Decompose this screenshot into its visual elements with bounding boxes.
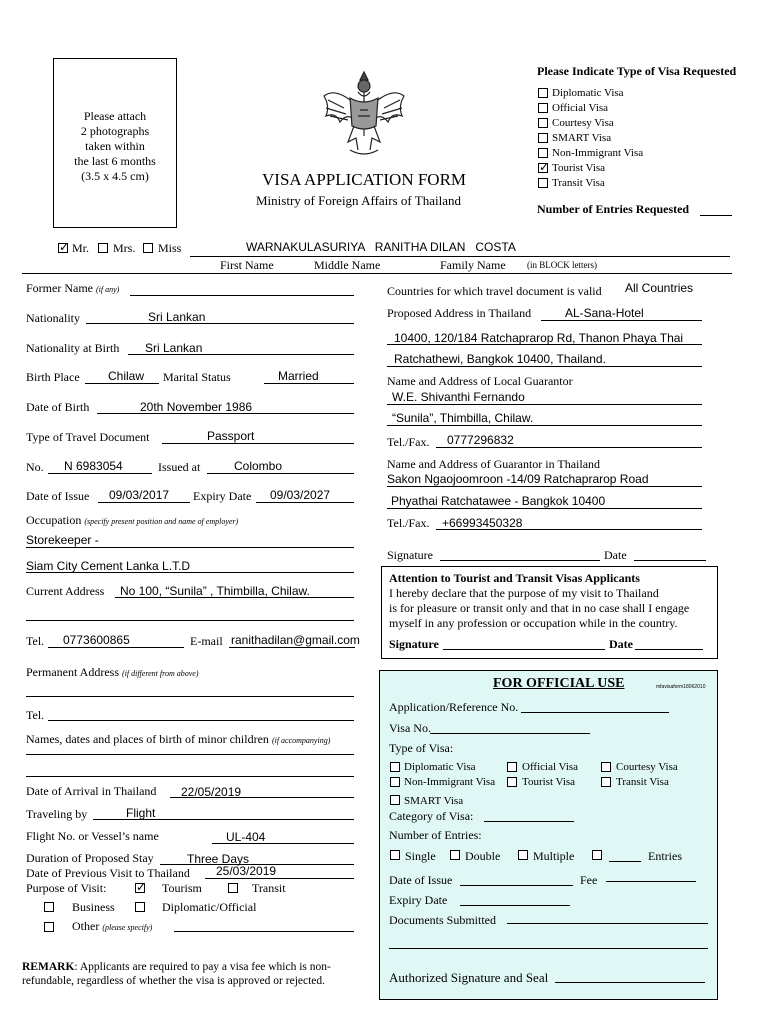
arrival-field[interactable]: 22/05/2019 — [181, 785, 242, 799]
duration-label: Duration of Proposed Stay — [26, 851, 154, 865]
date-label: Date — [604, 548, 627, 562]
duration-field[interactable]: Three Days — [187, 852, 250, 866]
purpose-tourism-label: Tourism — [162, 881, 202, 895]
issue-date-field[interactable]: 09/03/2017 — [109, 488, 170, 502]
purpose-other-field[interactable] — [174, 931, 354, 932]
proposed-line-2 — [387, 344, 702, 345]
expiry-date-line — [256, 502, 354, 503]
purpose-label: Purpose of Visit: — [26, 881, 107, 895]
name-field[interactable]: WARNAKULASURIYA RANITHA DILAN COSTA — [246, 240, 516, 254]
countries-label: Countries for which travel document is valid — [387, 284, 602, 298]
purpose-diplomatic-checkbox[interactable] — [135, 902, 145, 912]
nationality-label: Nationality — [26, 311, 80, 325]
attention-line-1: I hereby declare that the purpose of my visit to Thailand — [389, 586, 659, 600]
signature-field[interactable] — [440, 560, 600, 561]
visa-no-label: Visa No. — [389, 721, 431, 735]
official-diplomatic-checkbox[interactable] — [390, 762, 400, 772]
th-guarantor-line-1 — [387, 486, 702, 487]
official-type-label: Type of Visa: — [389, 741, 454, 755]
nationality-birth-field[interactable]: Sri Lankan — [145, 341, 203, 355]
local-guarantor-line-1 — [387, 404, 702, 405]
prev-visit-label: Date of Previous Visit to Thailand — [26, 866, 190, 880]
entries-multiple-label: Multiple — [533, 849, 575, 863]
visa-type-official-visacheckbox[interactable] — [538, 103, 548, 113]
birth-place-line — [85, 383, 159, 384]
occupation-line-1 — [26, 547, 354, 548]
local-guarantor-line-2 — [387, 425, 702, 426]
current-address-field[interactable]: No 100, “Sunila” , Thimbilla, Chilaw. — [120, 584, 310, 598]
official-smart-label: SMART Visa — [404, 795, 464, 807]
entries-multiple-checkbox[interactable] — [518, 850, 528, 860]
prev-visit-field[interactable]: 25/03/2019 — [216, 864, 277, 878]
visa-type-tourist-visacheckbox[interactable] — [538, 163, 548, 173]
issued-at-label: Issued at — [158, 460, 201, 474]
entries-suffix-label: Entries — [648, 849, 682, 863]
doc-type-line — [162, 443, 354, 444]
dob-label: Date of Birth — [26, 400, 90, 414]
marital-status-field[interactable]: Married — [278, 369, 319, 383]
visa-type-diplomatic-visacheckbox[interactable] — [538, 88, 548, 98]
visa-type-label: Courtesy Visa — [552, 117, 614, 129]
th-guarantor-2[interactable]: Phyathai Ratchatawee - Bangkok 10400 — [391, 494, 606, 508]
docs-submitted-field[interactable] — [507, 923, 708, 924]
official-fee-field[interactable] — [606, 881, 696, 882]
proposed-line-3 — [387, 366, 702, 367]
occupation-field-1[interactable]: Storekeeper - — [26, 533, 99, 547]
entries-double-label: Double — [465, 849, 501, 863]
title-mr-label: Mr. — [72, 241, 90, 255]
issue-date-label: Date of Issue — [26, 489, 90, 503]
auth-signature-field[interactable] — [555, 982, 705, 983]
official-nonimmigrant-checkbox[interactable] — [390, 777, 400, 787]
number-entries-label: Number of Entries: — [389, 828, 482, 842]
email-line — [229, 647, 355, 648]
section-divider — [22, 273, 732, 274]
photo-box — [53, 58, 177, 228]
official-courtesy-checkbox[interactable] — [601, 762, 611, 772]
children-label: Names, dates and places of birth of minor children (if accompanying) — [26, 732, 331, 746]
telfax-field[interactable]: 0777296832 — [447, 433, 514, 447]
current-address-line-2[interactable] — [26, 620, 354, 621]
issue-date-line — [98, 502, 190, 503]
tel2-label: Tel. — [26, 708, 45, 722]
entries-requested-field[interactable] — [700, 215, 732, 216]
official-nonimmigrant-label: Non-Immigrant Visa — [404, 776, 496, 788]
visa-type-label: Tourist Visa — [552, 162, 606, 174]
traveling-by-label: Traveling by — [26, 807, 88, 821]
attention-date-field[interactable] — [635, 649, 703, 650]
traveling-by-field[interactable]: Flight — [126, 806, 156, 820]
entries-double-checkbox[interactable] — [450, 850, 460, 860]
date-field[interactable] — [634, 560, 706, 561]
official-fee-label: Fee — [580, 873, 598, 887]
local-guarantor-1[interactable]: W.E. Shivanthi Fernando — [392, 390, 525, 404]
purpose-business-label: Business — [72, 900, 115, 914]
passport-no-line — [48, 473, 152, 474]
tel-line — [48, 647, 184, 648]
marital-status-label: Marital Status — [163, 370, 231, 384]
title-miss-checkbox[interactable] — [143, 243, 153, 253]
entries-single-checkbox[interactable] — [390, 850, 400, 860]
entries-requested-label: Number of Entries Requested — [537, 202, 690, 216]
telfax-label: Tel./Fax. — [387, 435, 430, 449]
proposed-address-label: Proposed Address in Thailand — [387, 306, 532, 320]
proposed-line-1 — [541, 320, 702, 321]
expiry-date-field[interactable]: 09/03/2027 — [270, 488, 331, 502]
form-title: VISA APPLICATION FORM — [262, 170, 467, 189]
purpose-tourism-checkbox[interactable] — [135, 883, 145, 893]
tel2-field[interactable] — [48, 720, 354, 721]
visa-type-label: Official Visa — [552, 102, 609, 114]
entries-single-label: Single — [405, 849, 436, 863]
nationality-field[interactable]: Sri Lankan — [148, 310, 206, 324]
purpose-diplomatic-label: Diplomatic/Official — [162, 900, 257, 914]
photo-instruction-5: (3.5 x 4.5 cm) — [81, 169, 149, 183]
doc-type-field[interactable]: Passport — [207, 429, 255, 443]
attention-line-2: is for pleasure or transit only and that in no case shall I engage — [389, 601, 690, 615]
former-name-field[interactable] — [130, 295, 354, 296]
local-guarantor-2[interactable]: “Sunila”, Thimbilla, Chilaw. — [392, 411, 534, 425]
official-tourist-label: Tourist Visa — [522, 776, 576, 788]
app-ref-label: Application/Reference No. — [389, 700, 519, 714]
local-guarantor-label: Name and Address of Local Guarantor — [387, 374, 573, 388]
official-courtesy-label: Courtesy Visa — [616, 761, 678, 773]
photo-instruction-4: the last 6 months — [74, 154, 156, 168]
prev-visit-line — [205, 878, 354, 879]
perm-address-field[interactable] — [26, 696, 354, 697]
attention-heading: Attention to Tourist and Transit Visas Applicants — [389, 571, 640, 585]
proposed-address-3[interactable]: Ratchathewi, Bangkok 10400, Thailand. — [394, 352, 606, 366]
th-guarantor-1[interactable]: Sakon Ngaojoomroon -14/09 Ratchaprarop Road — [387, 472, 649, 486]
title-mrs-checkbox[interactable] — [98, 243, 108, 253]
photo-instruction-1: Please attach — [83, 109, 147, 123]
entries-custom-field[interactable] — [609, 861, 641, 862]
nationality-line — [86, 323, 354, 324]
official-issue-label: Date of Issue — [389, 873, 453, 887]
perm-address-label: Permanent Address (if different from above) — [26, 665, 199, 679]
proposed-address-2[interactable]: 10400, 120/184 Ratchaprarop Rd, Thanon Phaya Thai — [394, 331, 684, 345]
visa-type-label: SMART Visa — [552, 132, 612, 144]
visa-type-courtesy-visacheckbox[interactable] — [538, 118, 548, 128]
telfax-line — [436, 447, 702, 448]
purpose-transit-label: Transit — [252, 881, 286, 895]
passport-no-field[interactable]: N 6983054 — [64, 459, 123, 473]
purpose-other-label: Other (please specify) — [72, 919, 153, 933]
th-guarantor-label: Name and Address of Guarantor in Thailand — [387, 457, 601, 471]
occupation-field-2[interactable]: Siam City Cement Lanka L.T.D — [26, 559, 191, 573]
family-name-label: Family Name — [440, 258, 506, 272]
remark-text: REMARK: Applicants are required to pay a visa fee which is non- refundable, regardless of whether the visa is approved or rejected. — [22, 961, 331, 987]
official-issue-field[interactable] — [460, 885, 573, 886]
middle-name-label: Middle Name — [314, 258, 381, 272]
visa-no-field[interactable] — [430, 733, 590, 734]
official-transit-checkbox[interactable] — [601, 777, 611, 787]
proposed-address-1[interactable]: AL-Sana-Hotel — [565, 306, 644, 320]
issued-at-field[interactable]: Colombo — [234, 459, 283, 473]
title-mr-checkbox[interactable] — [58, 243, 68, 253]
issued-at-line — [207, 473, 354, 474]
app-ref-field[interactable] — [521, 712, 669, 713]
official-form-code: mfavisaform18062010 — [656, 684, 706, 690]
expiry-date-label: Expiry Date — [193, 489, 252, 503]
purpose-transit-checkbox[interactable] — [228, 883, 238, 893]
flight-field[interactable]: UL-404 — [226, 830, 266, 844]
purpose-other-checkbox[interactable] — [44, 922, 54, 932]
countries-field[interactable]: All Countries — [625, 281, 694, 295]
visa-type-heading: Please Indicate Type of Visa Requested — [537, 64, 737, 78]
title-mrs-label: Mrs. — [113, 241, 136, 255]
auth-signature-label: Authorized Signature and Seal — [389, 970, 549, 985]
email-field[interactable]: ranithadilan@gmail.com — [231, 633, 360, 647]
first-name-label: First Name — [220, 258, 274, 272]
attention-date-label: Date — [609, 637, 633, 651]
docs-submitted-field-2[interactable] — [389, 948, 708, 949]
visa-type-non-immigrant-visacheckbox[interactable] — [538, 148, 548, 158]
official-tourist-checkbox[interactable] — [507, 777, 517, 787]
title-miss-label: Miss — [158, 241, 182, 255]
official-diplomatic-label: Diplomatic Visa — [404, 761, 476, 773]
category-field[interactable] — [484, 821, 574, 822]
doc-type-label: Type of Travel Document — [26, 430, 150, 444]
official-expiry-label: Expiry Date — [389, 893, 448, 907]
passport-no-label: No. — [26, 460, 44, 474]
garuda-emblem-icon — [320, 66, 408, 158]
purpose-business-checkbox[interactable] — [44, 902, 54, 912]
marital-line — [264, 383, 354, 384]
name-field-line — [190, 256, 730, 257]
former-name-label: Former Name (if any) — [26, 281, 120, 295]
birth-place-label: Birth Place — [26, 370, 80, 384]
children-field-2[interactable] — [26, 776, 354, 777]
form-subtitle: Ministry of Foreign Affairs of Thailand — [256, 193, 461, 208]
block-letters-note: (in BLOCK letters) — [527, 260, 597, 270]
visa-type-label: Non-Immigrant Visa — [552, 147, 644, 159]
telfax2-label: Tel./Fax. — [387, 516, 430, 530]
children-field-1[interactable] — [26, 754, 354, 755]
official-use-title: FOR OFFICIAL USE — [493, 676, 625, 691]
telfax2-field[interactable]: +66993450328 — [442, 516, 523, 530]
official-official-checkbox[interactable] — [507, 762, 517, 772]
birth-place-field[interactable]: Chilaw — [108, 369, 145, 383]
docs-submitted-label: Documents Submitted — [389, 913, 496, 927]
official-official-label: Official Visa — [522, 761, 579, 773]
occupation-line-2 — [26, 572, 354, 573]
visa-type-smart-visacheckbox[interactable] — [538, 133, 548, 143]
nationality-birth-label: Nationality at Birth — [26, 341, 120, 355]
attention-line-3: myself in any profession or occupation while in the country. — [389, 616, 678, 630]
email-label: E-mail — [190, 634, 223, 648]
category-label: Category of Visa: — [389, 809, 474, 823]
th-guarantor-line-2 — [387, 508, 702, 509]
official-expiry-field[interactable] — [460, 905, 570, 906]
visa-type-label: Transit Visa — [552, 177, 605, 189]
photo-instruction-3: taken within — [85, 139, 145, 153]
arrival-label: Date of Arrival in Thailand — [26, 784, 157, 798]
flight-label: Flight No. or Vessel’s name — [26, 829, 159, 843]
official-smart-checkbox[interactable] — [390, 795, 400, 805]
dob-field[interactable]: 20th November 1986 — [140, 400, 253, 414]
visa-type-transit-visacheckbox[interactable] — [538, 178, 548, 188]
photo-instruction-2: 2 photographs — [80, 124, 150, 138]
attention-signature-label: Signature — [389, 637, 439, 651]
attention-signature-field[interactable] — [443, 649, 605, 650]
signature-label: Signature — [387, 548, 433, 562]
current-address-label: Current Address — [26, 584, 105, 598]
official-transit-label: Transit Visa — [616, 776, 669, 788]
occupation-label: Occupation (specify present position and name of employer) — [26, 513, 239, 527]
visa-type-label: Diplomatic Visa — [552, 87, 624, 99]
tel-label: Tel. — [26, 634, 45, 648]
tel-field[interactable]: 0773600865 — [63, 633, 130, 647]
entries-custom-checkbox[interactable] — [592, 850, 602, 860]
